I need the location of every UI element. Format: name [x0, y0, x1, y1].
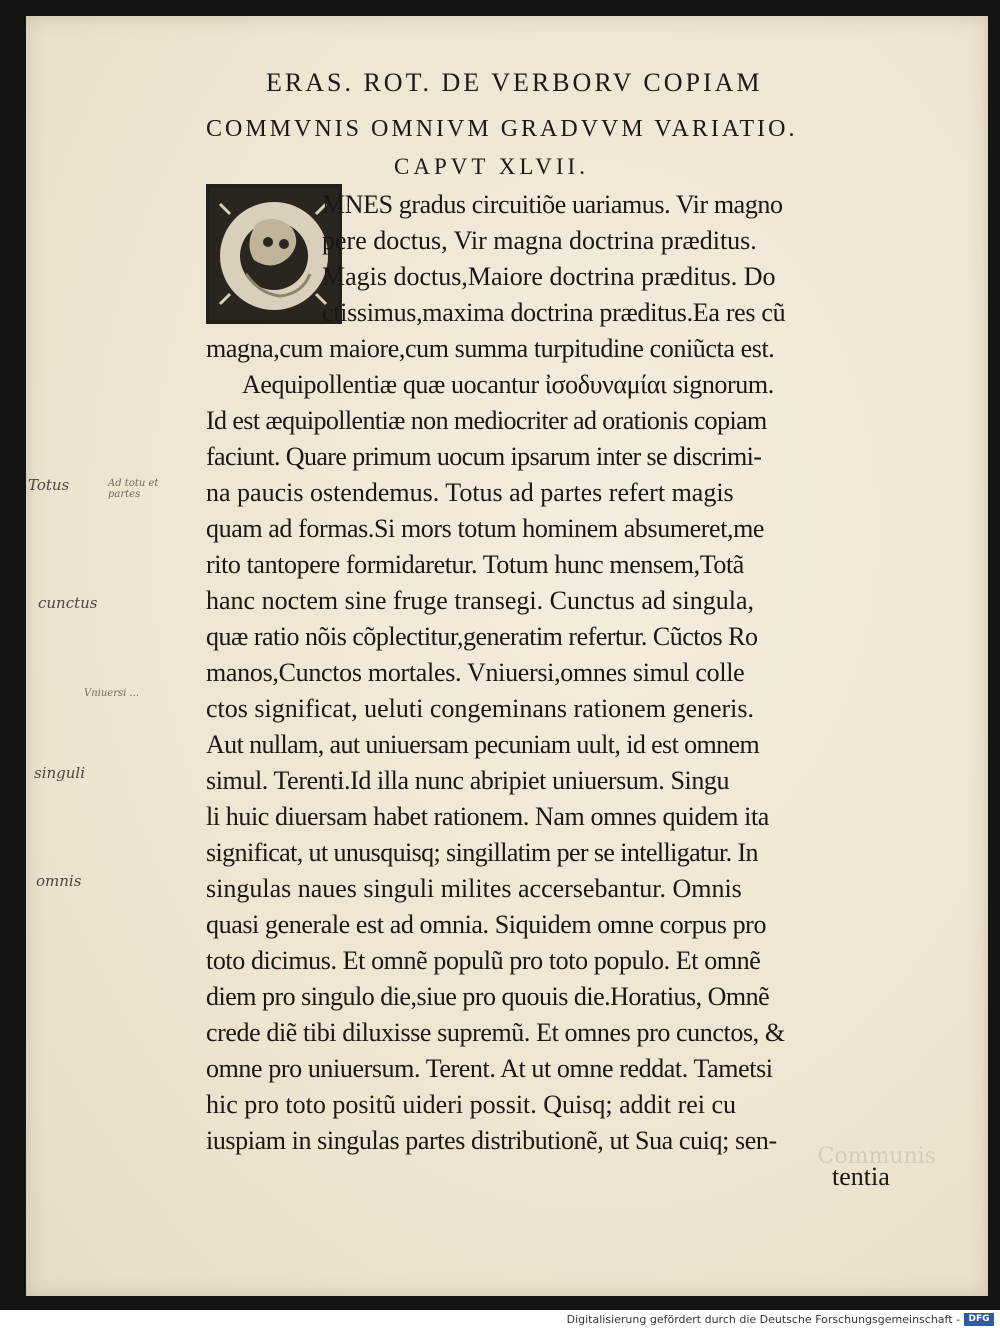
- chapter-number: CAPVT XLVII.: [394, 154, 589, 179]
- footer-bar: [0, 1310, 1000, 1328]
- text-line: ctissimus,maxima doctrina præditus.Ea res cũ: [322, 298, 786, 327]
- catchword: tentia: [832, 1162, 890, 1191]
- text-line: Aequipollentiæ quæ uocantur ἰσοδυναμίαι signorum.: [242, 370, 774, 399]
- margin-note-small: Ad totu et partes: [108, 478, 159, 500]
- text-line: quasi generale est ad omnia. Siquidem omne corpus pro: [206, 910, 767, 939]
- text-line: diem pro singulo die,siue pro quouis die.Horatius, Omnẽ: [206, 982, 770, 1011]
- text-line: significat, ut unusquisq; singillatim per se intelligatur. In: [206, 838, 758, 867]
- text-line: quam ad formas.Si mors totum hominem absumeret,me: [206, 514, 765, 543]
- text-line: hanc noctem sine fruge transegi. Cunctus ad singula,: [206, 586, 755, 615]
- margin-note-small-2: Vniuersi ...: [84, 688, 140, 699]
- margin-note-totus: Totus: [28, 476, 70, 494]
- text-line: manos,Cunctos mortales. Vniuersi,omnes simul colle: [206, 658, 745, 687]
- text-line: li huic diuersam habet rationem. Nam omnes quidem ita: [206, 802, 769, 831]
- running-head: ERAS. ROT. DE VERBORV COPIAM: [266, 68, 763, 97]
- chapter-title: COMMVNIS OMNIVM GRADVVM VARIATIO.: [206, 116, 798, 142]
- text-line: ctos significat, ueluti congeminans rationem generis.: [206, 694, 755, 723]
- margin-note-omnis: omnis: [36, 872, 82, 890]
- funding-credit: Digitalisierung gefördert durch die Deutsche Forschungsgemeinschaft -: [566, 1312, 960, 1326]
- text-line: singulas naues singuli milites accersebantur. Omnis: [206, 874, 742, 903]
- margin-notes: [26, 16, 226, 1296]
- bleed-through-text: Communis: [817, 1144, 936, 1169]
- text-line: rito tantopere formidaretur. Totum hunc mensem,Totã: [206, 550, 744, 579]
- text-line: Magis doctus,Maiore doctrina præditus. Do: [322, 262, 776, 291]
- dfg-logo-icon: DFG: [964, 1313, 994, 1326]
- text-line: Id est æquipollentiæ non mediocriter ad orationis copiam: [206, 406, 767, 435]
- text-line: iuspiam in singulas partes distributionẽ, ut Sua cuiq; sen-: [206, 1126, 777, 1155]
- text-line: simul. Terenti.Id illa nunc abripiet uniuersum. Singu: [206, 766, 730, 795]
- text-line: pere doctus, Vir magna doctrina præditus.: [322, 226, 757, 255]
- text-line: Aut nullam, aut uniuersam pecuniam uult, id est omnem: [206, 730, 760, 759]
- text-line: toto dicimus. Et omnẽ populũ pro toto populo. Et omnẽ: [206, 946, 761, 975]
- text-line: na paucis ostendemus. Totus ad partes refert magis: [206, 478, 734, 507]
- text-line: magna,cum maiore,cum summa turpitudine coniũcta est.: [206, 334, 775, 363]
- text-line: quæ ratio nõis cõplectitur,generatim refertur. Cũctos Ro: [206, 622, 758, 651]
- book-page: [26, 16, 988, 1296]
- text-line: hic pro toto positũ uideri possit. Quisq; addit rei cu: [206, 1090, 737, 1119]
- text-line: crede diẽ tibi diluxisse supremũ. Et omnes pro cunctos, &: [206, 1018, 785, 1047]
- text-line: MNES gradus circuitiõe uariamus. Vir magno: [322, 190, 783, 219]
- text-line: faciunt. Quare primum uocum ipsarum inter se discrimi-: [206, 442, 762, 471]
- margin-note-cunctus: cunctus: [38, 594, 98, 612]
- text-line: omne pro uniuersum. Terent. At ut omne reddat. Tametsi: [206, 1054, 773, 1083]
- margin-note-singuli: singuli: [34, 764, 86, 782]
